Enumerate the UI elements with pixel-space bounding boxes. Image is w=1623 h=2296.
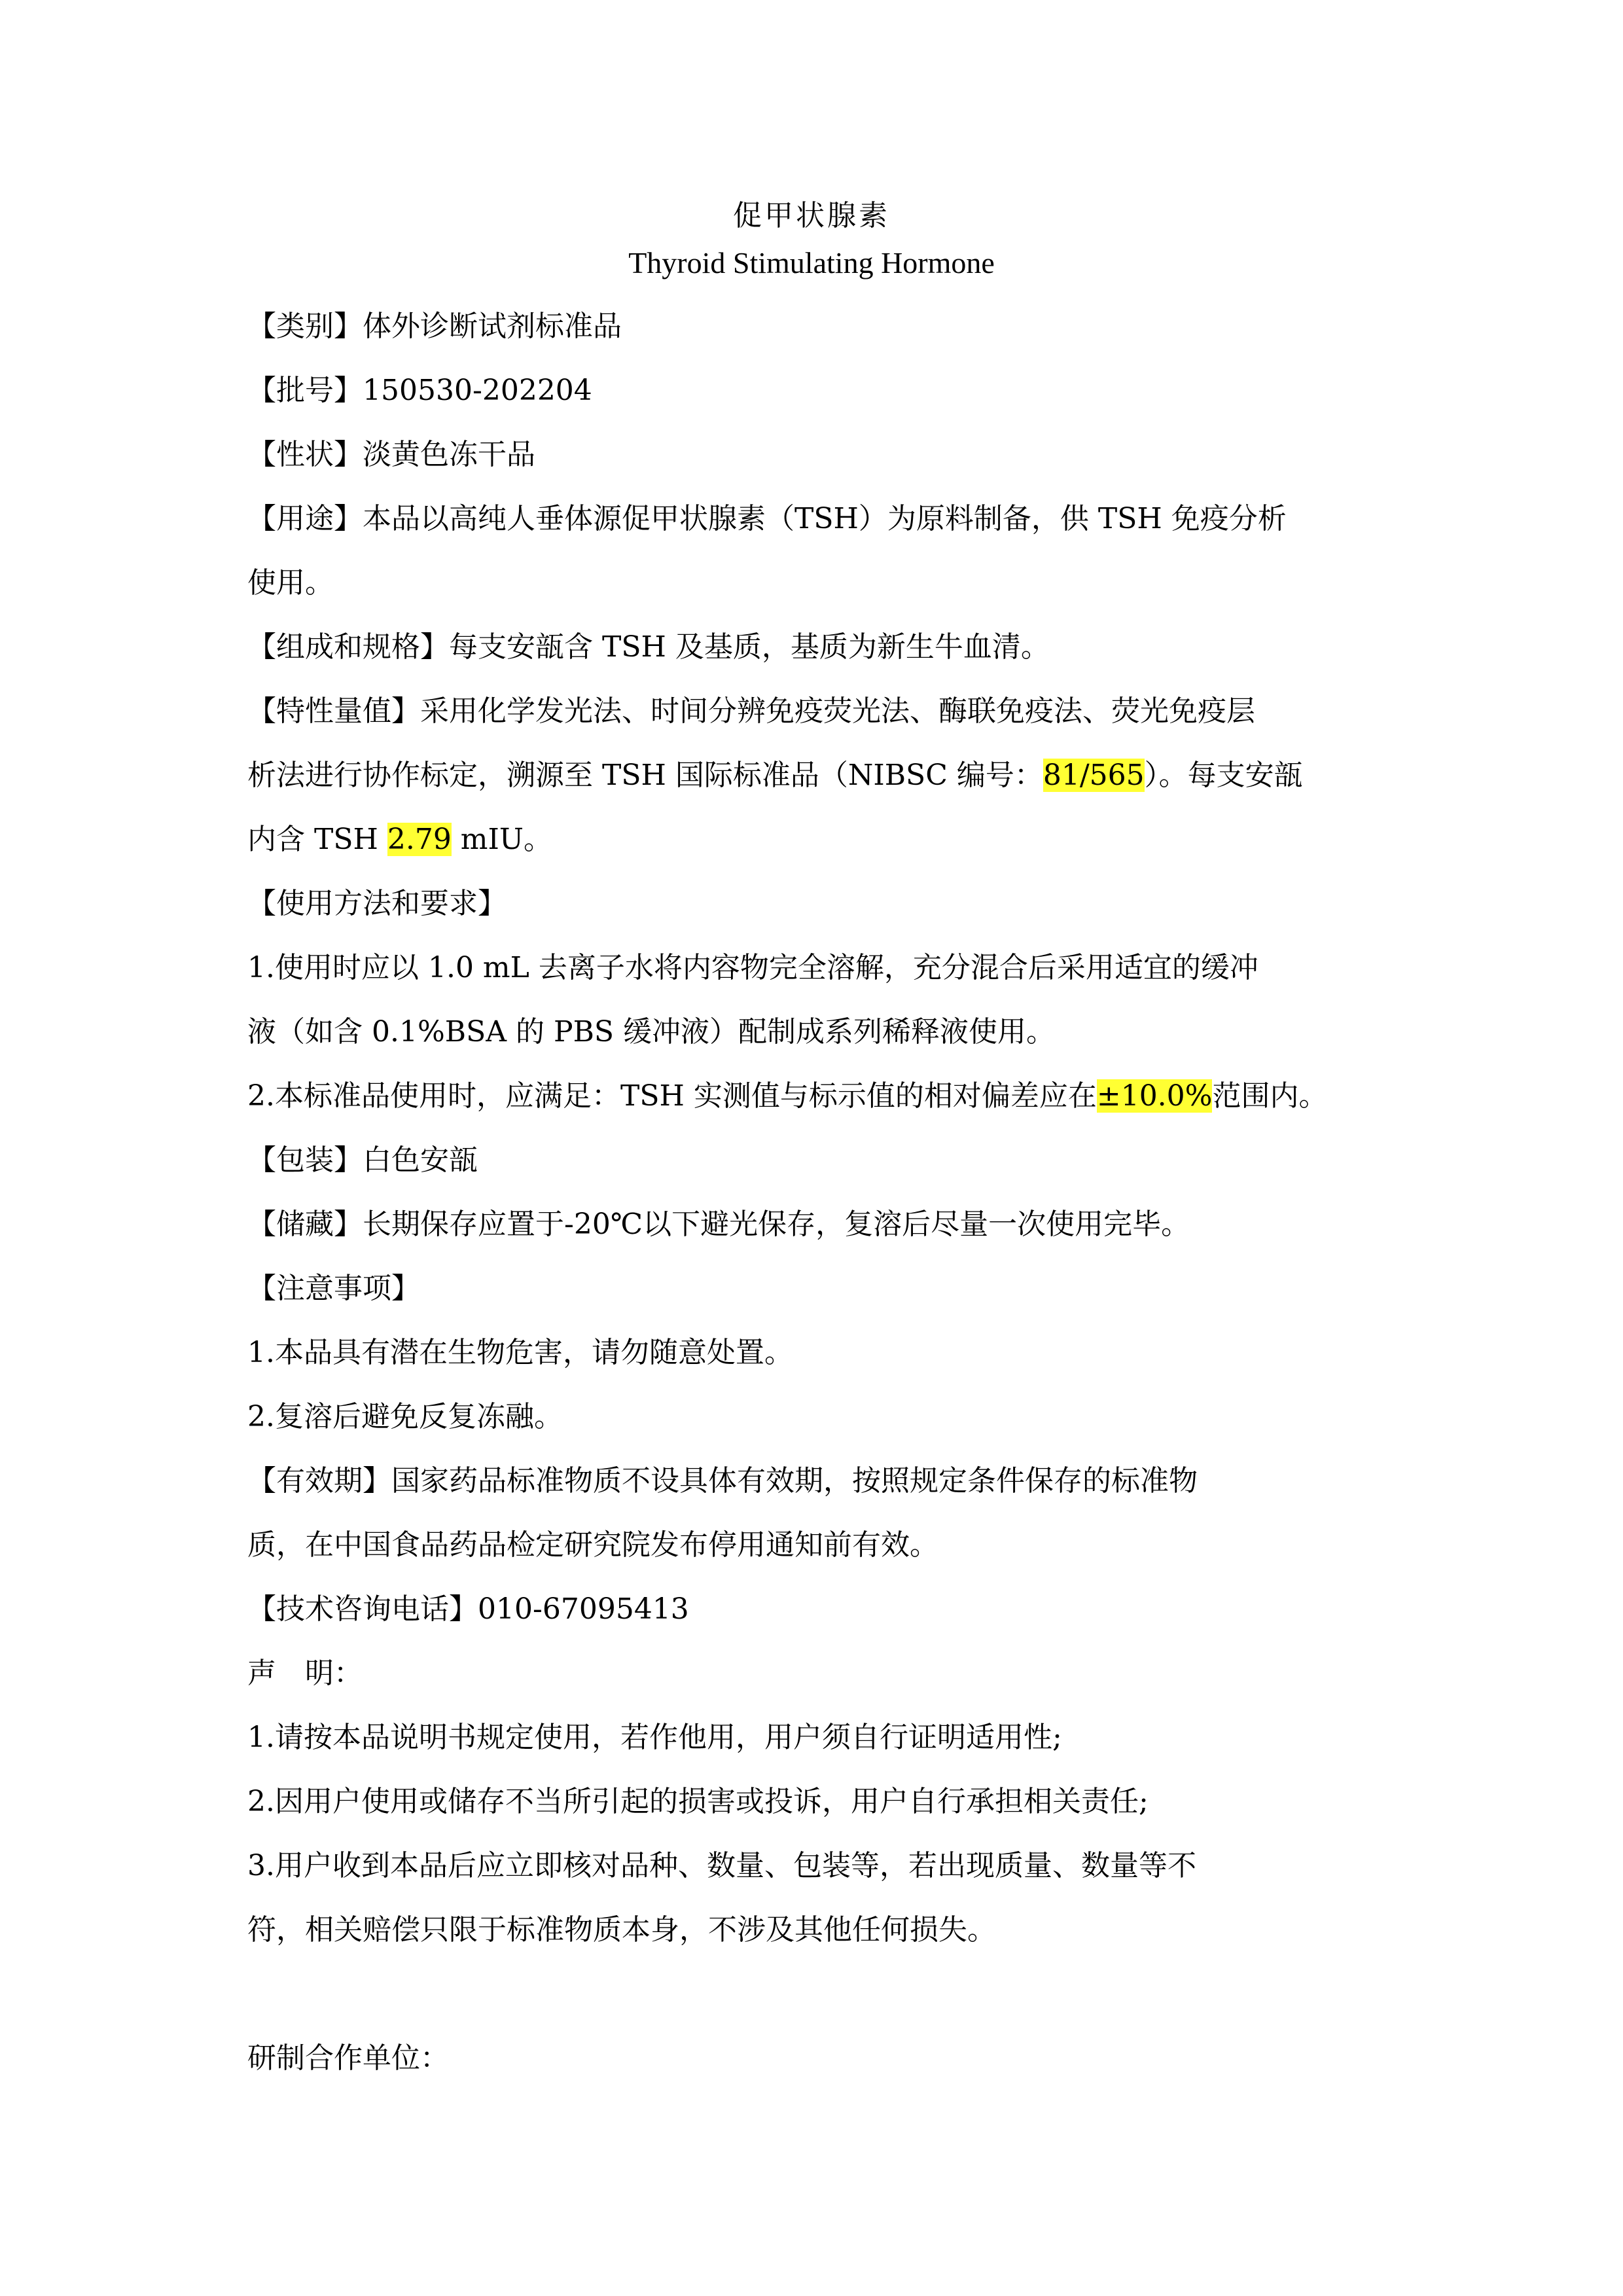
partner-line: 研制合作单位： (247, 2041, 449, 2075)
method-line-2 (247, 1064, 1399, 1128)
document-body (247, 295, 1399, 2090)
statement-heading: 声 明： (247, 1657, 363, 1690)
method-heading: 【使用方法和要求】 (247, 887, 507, 920)
blank-spacer (247, 1962, 1399, 2026)
value-line-2 (247, 744, 1399, 808)
value-line-3 (247, 808, 1399, 872)
statement-line-3b: 符，相关赔偿只限于标准物质本身，不涉及其他任何损失。 (247, 1913, 996, 1946)
statement-line-2: 2.因用户使用或储存不当所引起的损害或投诉，用户自行承担相关责任; (247, 1785, 1149, 1818)
usage-line-2: 使用。 (247, 566, 334, 600)
title-chinese: 促甲状腺素 (733, 199, 890, 232)
statement-line-1: 1.请按本品说明书规定使用，若作他用，用户须自行证明适用性; (247, 1721, 1062, 1754)
deviation-highlight: ±10.0% (1096, 1079, 1213, 1113)
method-line-2-tail: 范围内。 (1212, 1079, 1328, 1113)
storage-line: 【储藏】长期保存应置于-20℃以下避光保存，复溶后尽量一次使用完毕。 (247, 1208, 1190, 1241)
method-line-2-text: 2.本标准品使用时，应满足：TSH 实测值与标示值的相对偏差应在 (247, 1079, 1097, 1113)
appearance-line: 【性状】淡黄色冻干品 (247, 438, 535, 471)
value-line-2-text: 析法进行协作标定，溯源至 TSH 国际标准品（NIBSC 编号： (247, 759, 1043, 792)
value-line-2-tail: ）。每支安瓿 (1144, 759, 1303, 792)
value-line-1: 【特性量值】采用化学发光法、时间分辨免疫荧光法、酶联免疫法、荧光免疫层 (247, 694, 1255, 728)
value-line-3-text: 内含 TSH (247, 823, 387, 856)
notes-heading: 【注意事项】 (247, 1272, 420, 1305)
validity-line-2: 质，在中国食品药品检定研究院发布停用通知前有效。 (247, 1528, 938, 1562)
note-line-2: 2.复溶后避免反复冻融。 (247, 1400, 563, 1433)
method-line-1b: 液（如含 0.1%BSA 的 PBS 缓冲液）配制成系列稀释液使用。 (247, 1015, 1056, 1049)
composition-line: 【组成和规格】每支安瓿含 TSH 及基质，基质为新生牛血清。 (247, 630, 1050, 664)
title-english: Thyroid Stimulating Hormone (628, 246, 995, 279)
package-line: 【包装】白色安瓿 (247, 1143, 478, 1177)
phone-line: 【技术咨询电话】010-67095413 (247, 1592, 689, 1626)
statement-line-3a: 3.用户收到本品后应立即核对品种、数量、包装等，若出现质量、数量等不 (247, 1849, 1196, 1882)
category-line: 【类别】体外诊断试剂标准品 (247, 310, 622, 343)
batch-line: 【批号】150530-202204 (247, 374, 592, 407)
nibsc-code-highlight: 81/565 (1043, 759, 1145, 792)
validity-line-1: 【有效期】国家药品标准物质不设具体有效期，按照规定条件保存的标准物 (247, 1464, 1198, 1498)
tsh-value-highlight: 2.79 (387, 823, 452, 856)
usage-line-1: 【用途】本品以高纯人垂体源促甲状腺素（TSH）为原料制备，供 TSH 免疫分析 (247, 502, 1287, 535)
value-line-3-tail: mIU。 (451, 823, 552, 856)
method-line-1a: 1.使用时应以 1.0 mL 去离子水将内容物完全溶解，充分混合后采用适宜的缓冲 (247, 951, 1258, 984)
note-line-1: 1.本品具有潜在生物危害，请勿随意处置。 (247, 1336, 793, 1369)
